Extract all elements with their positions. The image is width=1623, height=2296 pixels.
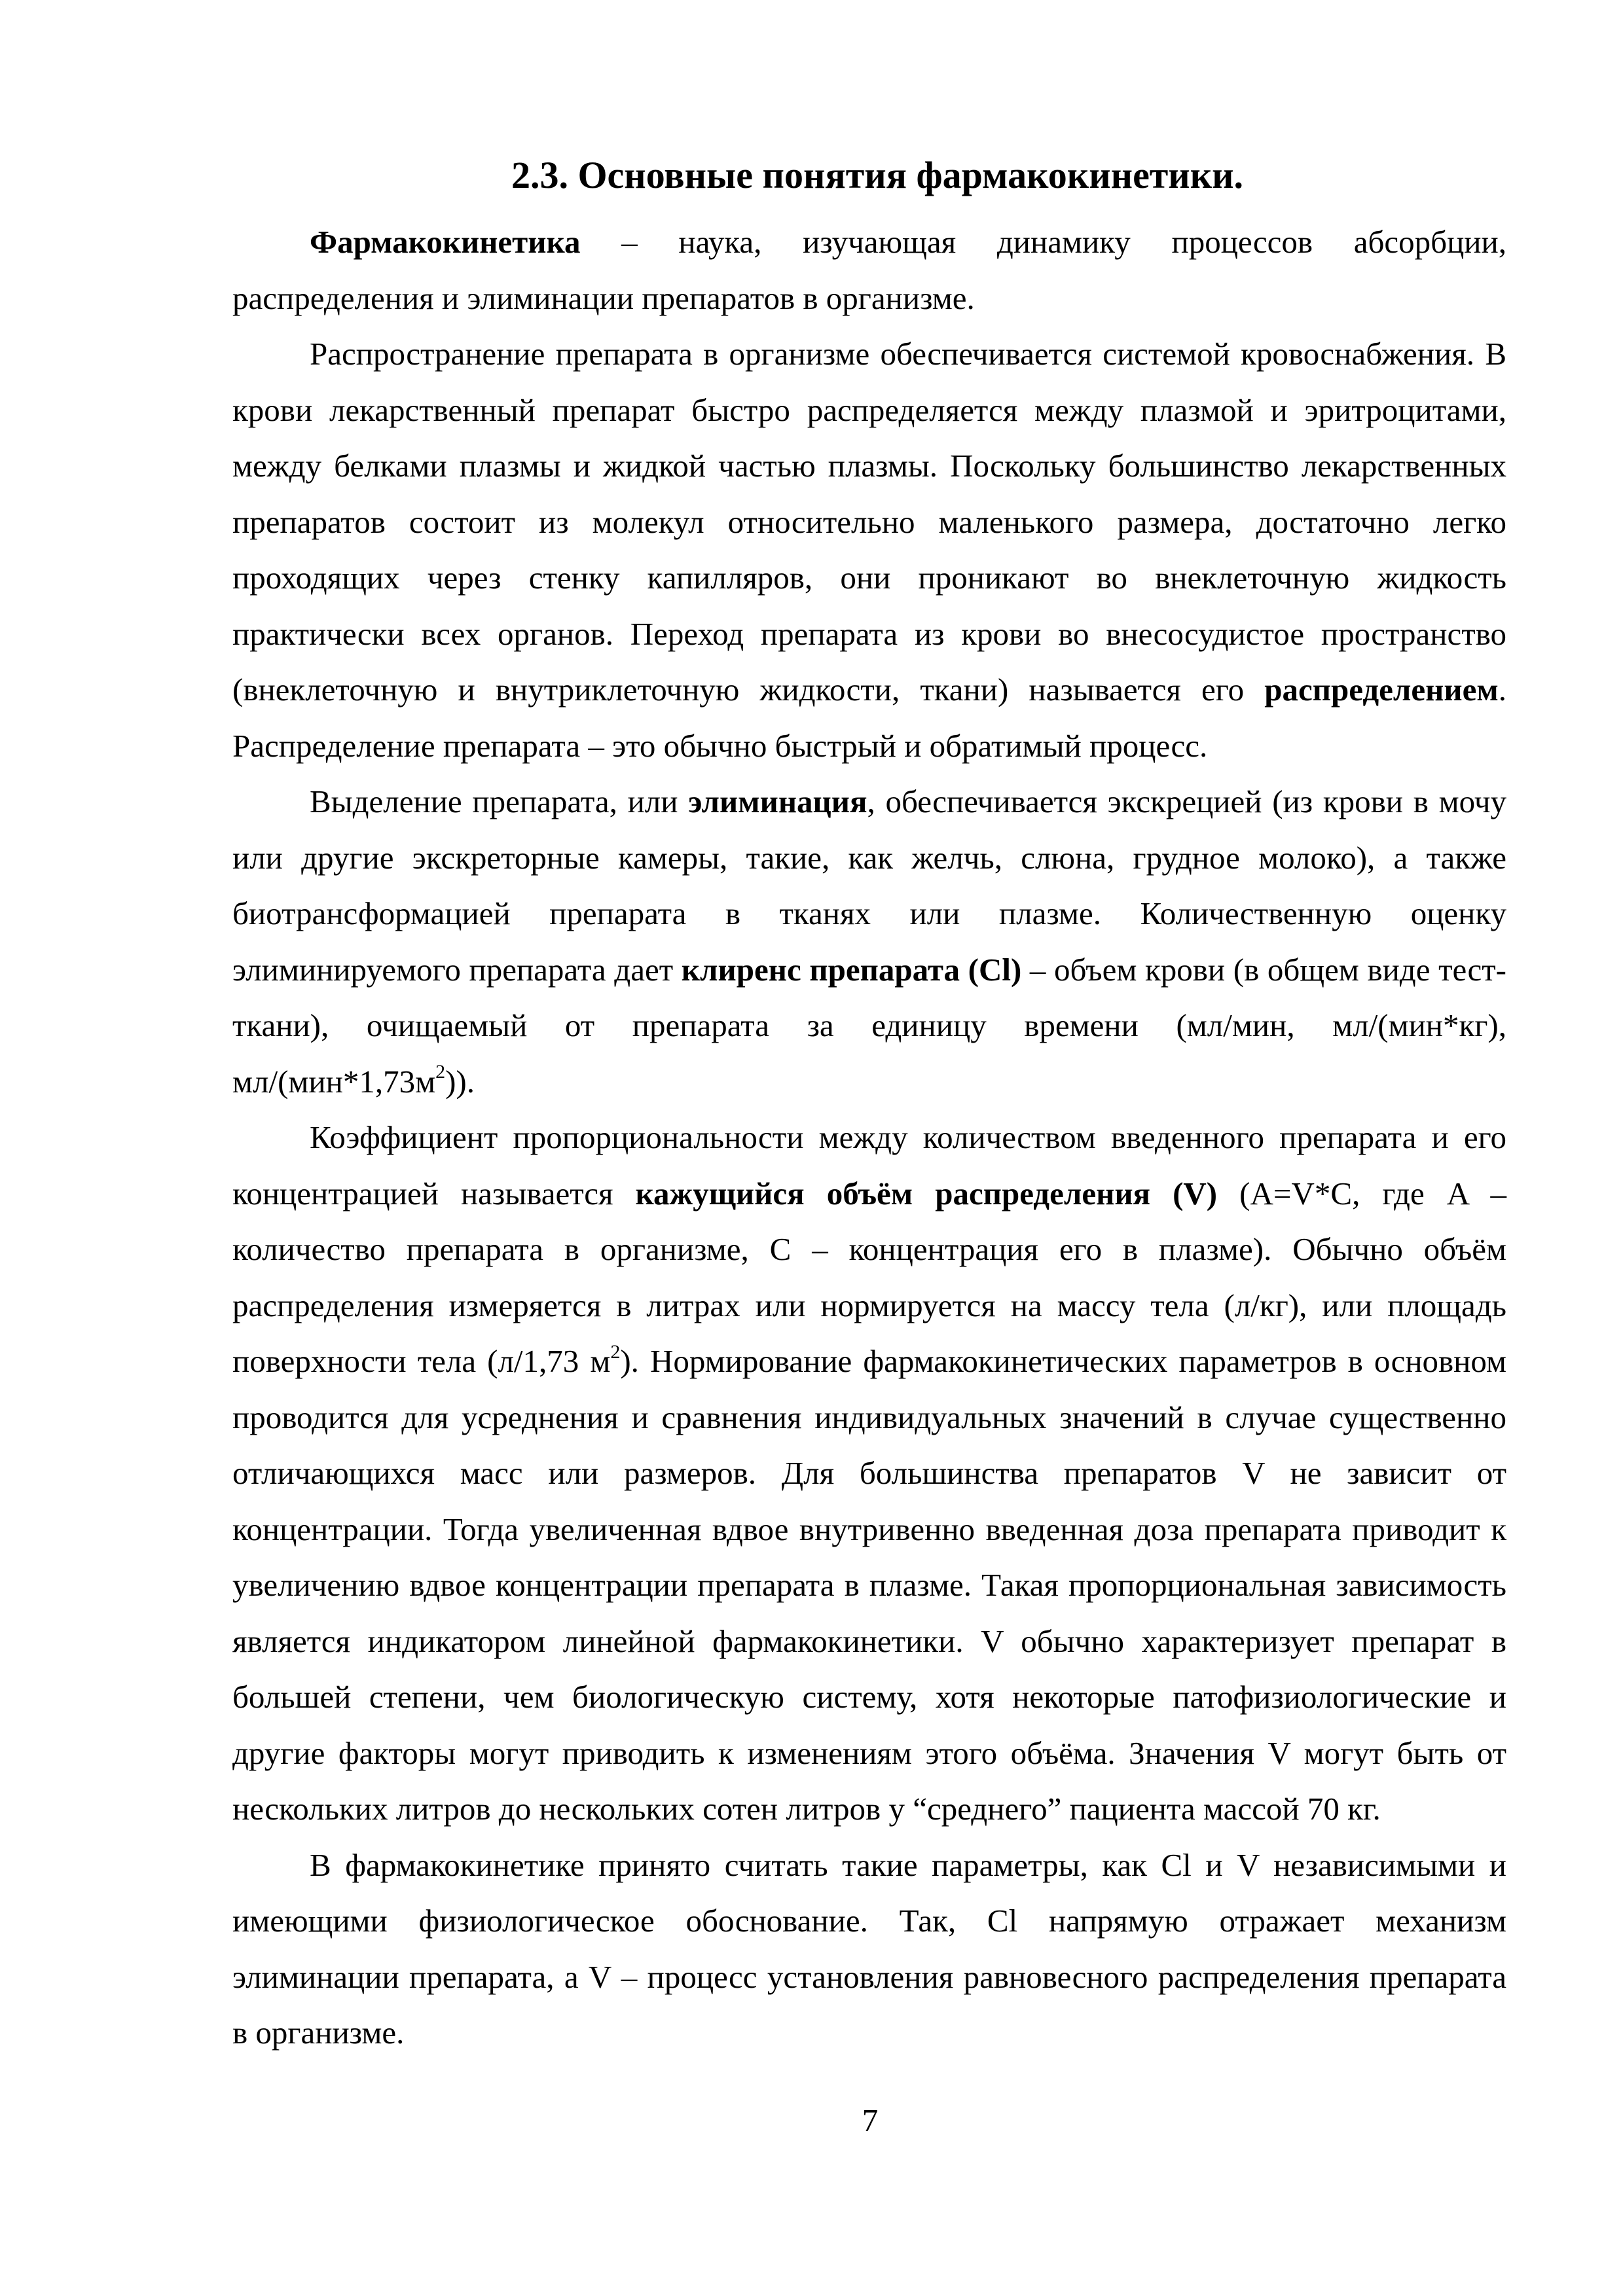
paragraph-distribution	[232, 326, 1506, 774]
paragraph-text: – объем крови (в общем виде тест-ткани), очищаемый от препарата за единицу времени (мл/мин, мл/(мин*кг), мл/(мин*1,73м	[232, 951, 1506, 1100]
term-clearance: клиренс препарата (Cl)	[681, 951, 1022, 988]
superscript: 2	[610, 1340, 621, 1363]
paragraph-definition	[232, 214, 1506, 326]
superscript: 2	[435, 1061, 446, 1083]
paragraph-text: (A=V*C, где A – количество препарата в организме, C – концентрация его в плазме). Обычно объём распределения измеряется в литрах или нормируется на массу тела (л/кг), или площадь поверхности тела (л/1,73 м	[232, 1175, 1506, 1379]
term-distribution: распределением	[1264, 672, 1499, 708]
paragraph-text: , обеспечивается экскрецией (из крови в мочу или другие экскреторные камеры, такие, как желчь, слюна, грудное молоко), а также биотрансформацией препарата в тканях или плазме. Количественную оценку элиминируемого препарата дает	[232, 783, 1506, 988]
term-elimination: элиминация	[688, 783, 867, 819]
paragraph-text: ). Нормирование фармакокинетических параметров в основном проводится для усреднения и сравнения индивидуальных значений в случае существенно отличающихся масс или размеров. Для большинства препаратов V не зависит от концентрации. Тогда увеличенная вдвое внутривенно введенная доза препарата приводит к увеличению вдвое концентрации препарата в плазме. Такая пропорциональная зависимость является индикатором линейной фармакокинетики. V обычно характеризует препарат в большей степени, чем биологическую систему, хотя некоторые патофизиологические и другие факторы могут приводить к изменениям этого объёма. Значения V могут быть от нескольких литров до нескольких сотен литров у “среднего” пациента массой 70 кг.	[232, 1343, 1506, 1827]
term-volume-of-distribution: кажущийся объём распределения (V)	[635, 1175, 1218, 1211]
paragraph-text: Выделение препарата, или	[310, 783, 689, 819]
paragraph-elimination	[232, 774, 1506, 1109]
paragraph-volume	[232, 1109, 1506, 1837]
paragraph-text: – наука, изучающая динамику процессов абсорбции, распределения и элиминации препаратов в организме.	[232, 224, 1506, 316]
body-text	[232, 214, 1506, 2061]
paragraph-text: В фармакокинетике принято считать такие параметры, как Cl и V независимыми и имеющими физиологическое обоснование. Так, Cl напрямую отражает механизм элиминации препарата, а V – процесс установления равновесного распределения препарата в организме.	[232, 1846, 1506, 2051]
paragraph-text: )).	[445, 1063, 475, 1100]
paragraph-parameters	[232, 1837, 1506, 2061]
paragraph-text: Распространение препарата в организме обеспечивается системой кровоснабжения. В крови лекарственный препарат быстро распределяется между плазмой и эритроцитами, между белками плазмы и жидкой частью плазмы. Поскольку большинство лекарственных препаратов состоит из молекул относительно маленького размера, достаточно легко проходящих через стенку капилляров, они проникают во внеклеточную жидкость практически всех органов. Переход препарата из крови во внесосудистое пространство (внеклеточную и внутриклеточную жидкости, ткани) называется его	[232, 336, 1506, 708]
paragraph-text: Коэффициент пропорциональности между количеством введенного препарата и его концентрацией называется	[232, 1119, 1506, 1211]
paragraph-text: . Распределение препарата – это обычно быстрый и обратимый процесс.	[232, 672, 1506, 764]
section-heading: 2.3. Основные понятия фармакокинетики.	[511, 154, 1244, 196]
term-pharmacokinetics: Фармакокинетика	[310, 224, 581, 260]
page-number: 7	[862, 2102, 879, 2138]
